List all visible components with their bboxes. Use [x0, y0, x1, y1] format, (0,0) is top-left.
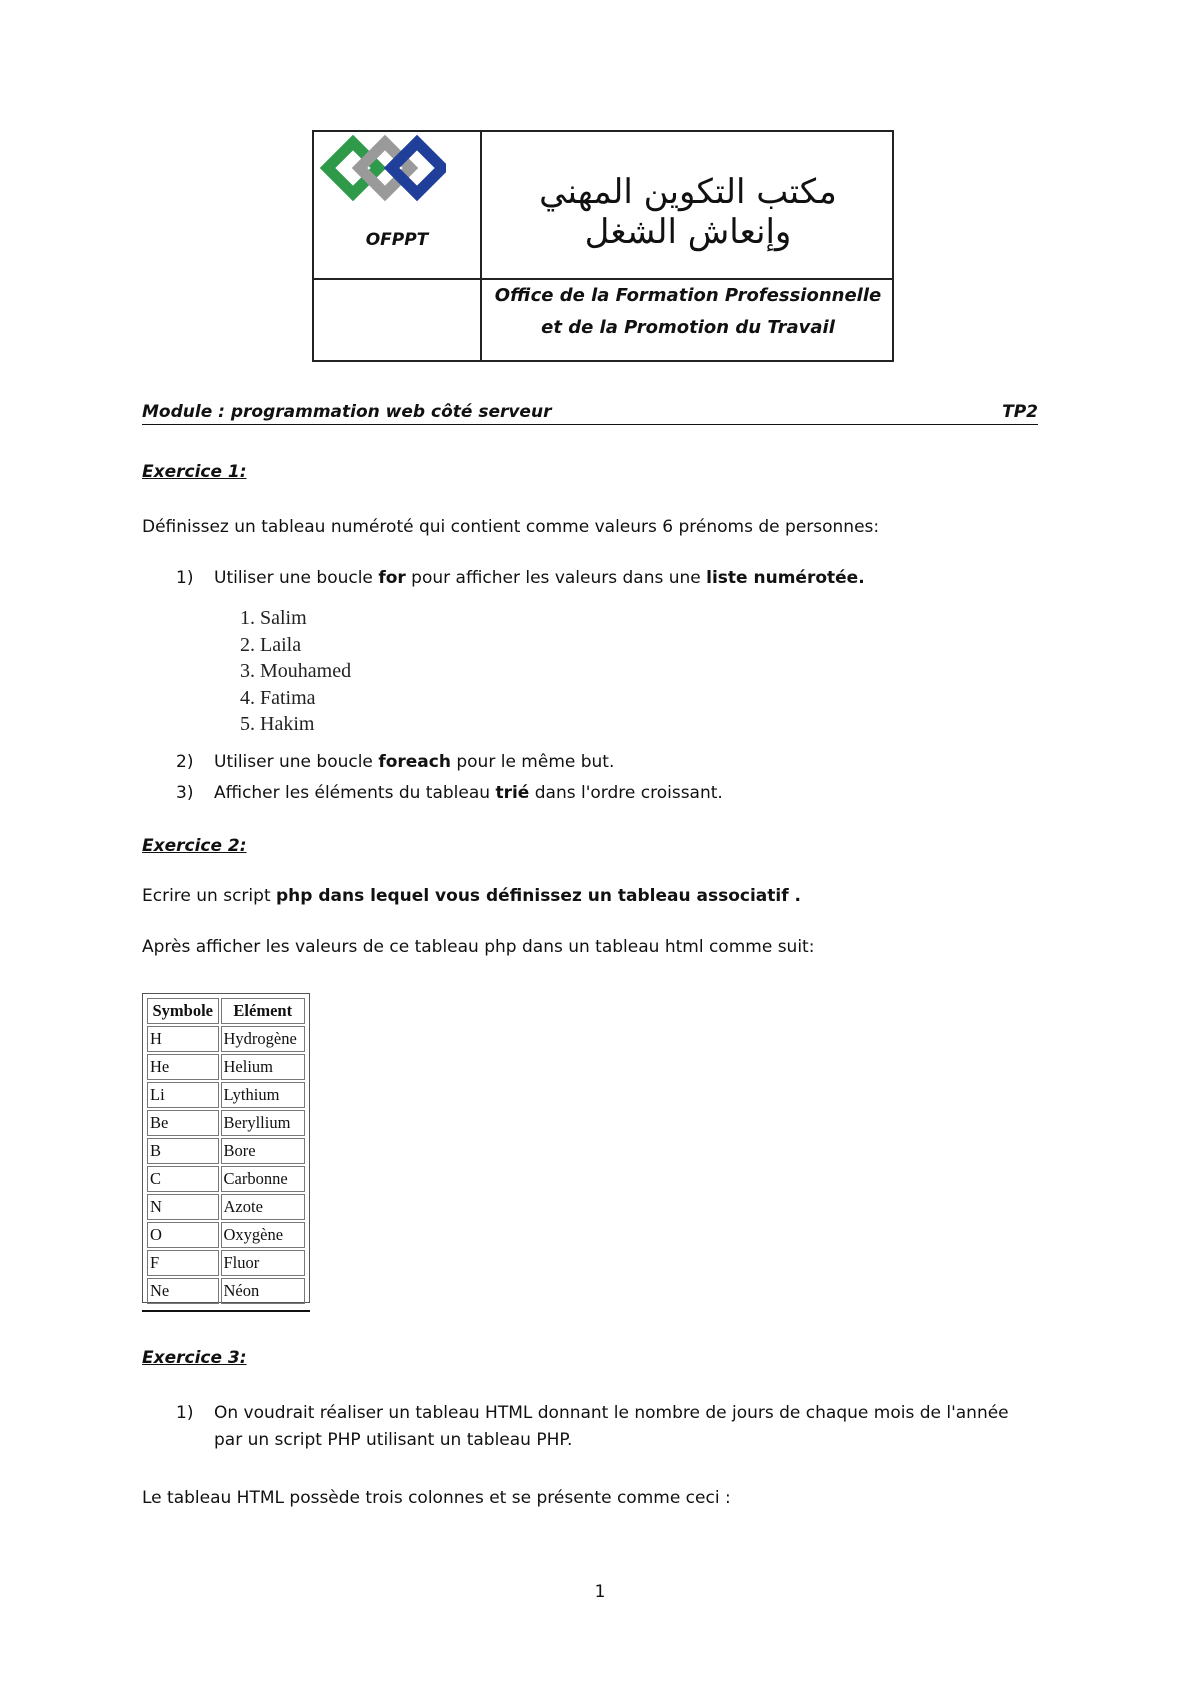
table-cell: Fluor: [221, 1250, 306, 1276]
table-row: [147, 1278, 305, 1304]
table-cell: Li: [147, 1082, 219, 1108]
exercise1-item-3: 3) Afficher les éléments du tableau trié dans l'ordre croissant.: [176, 783, 723, 803]
list-item: 1. Salim: [240, 607, 307, 629]
table-cell: Be: [147, 1110, 219, 1136]
table-row: [147, 1166, 305, 1192]
table-cell: F: [147, 1250, 219, 1276]
module-label: Module : programmation web côté serveur: [142, 402, 552, 422]
table-cell: Bore: [221, 1138, 306, 1164]
table-row: [147, 1082, 305, 1108]
exercise1-intro: Définissez un tableau numéroté qui contient comme valeurs 6 prénoms de personnes:: [142, 517, 880, 537]
page-number: 1: [594, 1582, 606, 1602]
list-item: 4. Fatima: [240, 686, 316, 709]
table-cell: Beryllium: [221, 1110, 306, 1136]
table-cell: O: [147, 1222, 219, 1248]
sample-numbered-list: [240, 605, 351, 738]
table-row: [147, 1194, 305, 1220]
exercise3-item-1: 1) On voudrait réaliser un tableau HTML donnant le nombre de jours de chaque mois de l'année par un script PHP utilisant un tableau PHP.: [176, 1400, 1076, 1427]
exercise3-item-line1: On voudrait réaliser un tableau HTML donnant le nombre de jours de chaque mois de l'année: [214, 1403, 1009, 1423]
office-name-line2: et de la Promotion du Travail: [541, 317, 835, 338]
exercise2-line2: Après afficher les valeurs de ce tableau php dans un tableau html comme suit:: [142, 937, 815, 957]
table-cell: Ne: [147, 1278, 219, 1304]
table-cell: Carbonne: [221, 1166, 306, 1192]
exercise3-title: Exercice 3:: [142, 1348, 247, 1368]
letterhead-table: [312, 130, 894, 362]
table-header-symbol: Symbole: [147, 998, 219, 1024]
table-cell: Lythium: [221, 1082, 306, 1108]
logo-caption: OFPPT: [365, 230, 429, 250]
table-cell: Néon: [221, 1278, 306, 1304]
exercise1-item-2: 2) Utiliser une boucle foreach pour le même but.: [176, 752, 615, 772]
table-cell: B: [147, 1138, 219, 1164]
exercise3-item-line2: par un script PHP utilisant un tableau PHP.: [214, 1430, 573, 1450]
office-name-line1: Office de la Formation Professionnelle: [494, 285, 882, 306]
table-cell: C: [147, 1166, 219, 1192]
table-cell: Oxygène: [221, 1222, 306, 1248]
exercise2-title: Exercice 2:: [142, 836, 247, 856]
table-row: [147, 1250, 305, 1276]
table-header-element: Elément: [221, 998, 306, 1024]
exercise2-line1: Ecrire un script php dans lequel vous définissez un tableau associatif .: [142, 886, 801, 906]
table-cell: Azote: [221, 1194, 306, 1220]
table-underline-divider: [142, 1310, 310, 1312]
module-line: [142, 400, 1038, 425]
exercise1-title: Exercice 1:: [142, 462, 247, 482]
table-cell: Hydrogène: [221, 1026, 306, 1052]
list-item: 2. Laila: [240, 633, 302, 656]
arabic-organization-name: مكتب التكوين المهني وإنعاش الشغل: [539, 172, 837, 252]
table-row: [147, 1222, 305, 1248]
table-row: [147, 1026, 305, 1052]
list-item: 3. Mouhamed: [240, 660, 352, 682]
list-item: 5. Hakim: [240, 713, 315, 735]
tp-label: TP2: [1002, 402, 1038, 422]
elements-table: [142, 993, 310, 1303]
exercise3-paragraph: Le tableau HTML possède trois colonnes et se présente comme ceci :: [142, 1488, 731, 1508]
office-name: [482, 280, 894, 344]
table-cell: He: [147, 1054, 219, 1080]
exercise1-item-1: 1) Utiliser une boucle for pour afficher les valeurs dans une liste numérotée.: [176, 568, 865, 588]
table-row: [147, 1054, 305, 1080]
table-row: [147, 1138, 305, 1164]
table-cell: H: [147, 1026, 219, 1052]
table-cell: N: [147, 1194, 219, 1220]
table-row: [147, 1110, 305, 1136]
table-cell: Helium: [221, 1054, 306, 1080]
ofppt-logo-icon: [320, 134, 446, 210]
